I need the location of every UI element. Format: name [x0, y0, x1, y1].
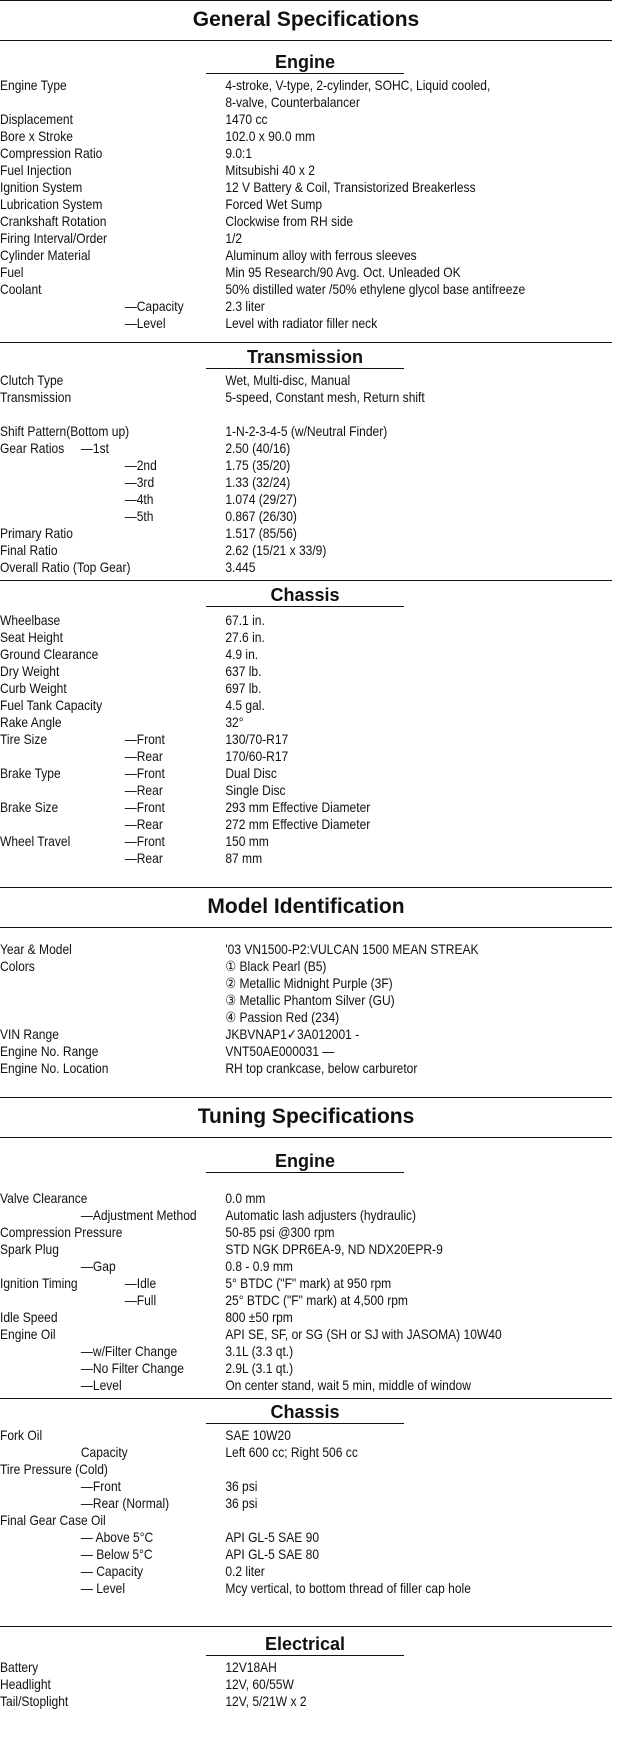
spec-row [0, 372, 533, 389]
spec-label: Tire Pressure (Cold) [0, 1461, 108, 1477]
spec-value: 150 mm [225, 833, 269, 849]
spec-row [0, 389, 533, 406]
spec-label: Wheel Travel [0, 833, 71, 849]
spec-label: Crankshaft Rotation [0, 213, 107, 229]
spec-sublabel: —1st [80, 440, 109, 456]
spec-label: Firing Interval/Order [0, 230, 108, 246]
spec-value: 12V, 60/55W [225, 1676, 294, 1692]
spec-label: Wheelbase [0, 612, 61, 628]
spec-sublabel: —Front [124, 765, 165, 781]
spec-label: Ground Clearance [0, 646, 99, 662]
spec-row [0, 315, 533, 332]
spec-value: 27.6 in. [225, 629, 265, 645]
spec-row [0, 162, 533, 179]
spec-row [0, 1360, 533, 1377]
spec-sublabel: —5th [124, 508, 154, 524]
spec-label: Fuel Injection [0, 162, 72, 178]
tuning-chassis-end-rule [0, 1626, 612, 1627]
spec-value: Level with radiator filler neck [225, 315, 378, 331]
spec-value: 87 mm [225, 850, 263, 866]
spec-value: 3.445 [225, 559, 256, 575]
spec-value: 9.0:1 [225, 145, 253, 161]
spec-label: Compression Ratio [0, 145, 103, 161]
spec-value: 1.75 (35/20) [225, 457, 291, 473]
spec-row [0, 474, 533, 491]
spec-label: Battery [0, 1659, 39, 1675]
spec-sublabel: —Rear (Normal) [80, 1495, 170, 1511]
spec-label: Idle Speed [0, 1309, 58, 1325]
spec-sublabel: —Level [124, 315, 166, 331]
spec-label: Fuel [0, 264, 24, 280]
spec-value: ④ Passion Red (234) [225, 1009, 340, 1025]
spec-row [0, 748, 533, 765]
spec-row [0, 247, 533, 264]
spec-value: 130/70-R17 [225, 731, 289, 747]
spec-value: Mitsubishi 40 x 2 [225, 162, 316, 178]
spec-row [0, 281, 533, 298]
spec-sublabel: —Front [124, 799, 165, 815]
tuning-title-rule [0, 1137, 612, 1138]
spec-value: 2.3 liter [225, 298, 265, 314]
spec-sublabel: —Front [80, 1478, 121, 1494]
spec-sublabel: —Idle [124, 1275, 157, 1291]
spec-row [0, 1529, 533, 1546]
spec-label: Transmission [0, 389, 72, 405]
spec-row [0, 1659, 533, 1676]
spec-label: VIN Range [0, 1026, 59, 1042]
spec-row [0, 1580, 533, 1597]
spec-label: Rake Angle [0, 714, 62, 730]
spec-value: Dual Disc [225, 765, 277, 781]
spec-row [0, 1190, 533, 1207]
spec-row [0, 1676, 533, 1693]
spec-row [0, 1009, 533, 1026]
chassis-heading-rule [206, 606, 404, 607]
transmission-end-rule [0, 580, 612, 581]
spec-label: Tail/Stoplight [0, 1693, 69, 1709]
spec-row [0, 1275, 533, 1292]
spec-sublabel: — Level [80, 1580, 126, 1596]
spec-label: Coolant [0, 281, 42, 297]
spec-row [0, 1461, 533, 1478]
spec-sublabel: Capacity [80, 1444, 128, 1460]
spec-value: 2.9L (3.1 qt.) [225, 1360, 294, 1376]
tuning-specs-title: Tuning Specifications [197, 1105, 415, 1128]
spec-row [0, 1258, 533, 1275]
spec-row [0, 440, 533, 457]
spec-label: Dry Weight [0, 663, 60, 679]
spec-value: 1.074 (29/27) [225, 491, 297, 507]
spec-row [0, 128, 533, 145]
spec-label: Brake Size [0, 799, 59, 815]
spec-sublabel: —Front [124, 731, 165, 747]
spec-value: 102.0 x 90.0 mm [225, 128, 316, 144]
spec-row [0, 850, 533, 867]
spec-row [0, 1326, 533, 1343]
spec-value: API GL-5 SAE 90 [225, 1529, 320, 1545]
spec-label: Overall Ratio (Top Gear) [0, 559, 131, 575]
spec-label: Compression Pressure [0, 1224, 123, 1240]
spec-row [0, 1207, 533, 1224]
top-rule [0, 0, 612, 1]
spec-value: 32° [225, 714, 244, 730]
spec-label: Final Ratio [0, 542, 58, 558]
spec-value: 1470 cc [225, 111, 268, 127]
spec-sublabel: —Gap [80, 1258, 116, 1274]
engine-heading-rule [206, 73, 404, 74]
spec-sublabel: —4th [124, 491, 154, 507]
spec-label: Bore x Stroke [0, 128, 73, 144]
spec-row [0, 1693, 533, 1710]
spec-value: '03 VN1500-P2:VULCAN 1500 MEAN STREAK [225, 941, 479, 957]
spec-value: 4.9 in. [225, 646, 259, 662]
spec-value: 1.517 (85/56) [225, 525, 297, 541]
spec-row [0, 213, 533, 230]
spec-value: 0.8 - 0.9 mm [225, 1258, 293, 1274]
spec-label: Cylinder Material [0, 247, 91, 263]
spec-row [0, 145, 533, 162]
general-specs-title: General Specifications [192, 8, 420, 31]
spec-value: 4.5 gal. [225, 697, 265, 713]
spec-value: RH top crankcase, below carburetor [225, 1060, 418, 1076]
spec-row [0, 111, 533, 128]
spec-row [0, 765, 533, 782]
spec-row [0, 559, 533, 576]
spec-sublabel: —Capacity [124, 298, 184, 314]
spec-sublabel: —Rear [124, 748, 163, 764]
spec-value: 8-valve, Counterbalancer [225, 94, 360, 110]
spec-value: 5° BTDC ("F" mark) at 950 rpm [225, 1275, 392, 1291]
spec-row [0, 1224, 533, 1241]
spec-label: Fork Oil [0, 1427, 43, 1443]
spec-sublabel: —Rear [124, 850, 163, 866]
spec-row [0, 1026, 533, 1043]
tuning-engine-heading-rule [206, 1172, 404, 1173]
spec-value: Automatic lash adjusters (hydraulic) [225, 1207, 417, 1223]
spec-row [0, 525, 533, 542]
spec-label: Valve Clearance [0, 1190, 88, 1206]
spec-sublabel: — Above 5°C [80, 1529, 154, 1545]
electrical-heading: Electrical [264, 1634, 346, 1654]
electrical-heading-rule [206, 1655, 404, 1656]
spec-sublabel: —Full [124, 1292, 157, 1308]
tuning-top-rule [0, 1097, 612, 1098]
spec-row [0, 491, 533, 508]
spec-value: 4-stroke, V-type, 2-cylinder, SOHC, Liquid cooled, [225, 77, 491, 93]
spec-value: 0.867 (26/30) [225, 508, 297, 524]
spec-sublabel: —w/Filter Change [80, 1343, 178, 1359]
tuning-engine-heading: Engine [274, 1151, 335, 1171]
spec-value: 1-N-2-3-4-5 (w/Neutral Finder) [225, 423, 388, 439]
spec-value: Clockwise from RH side [225, 213, 354, 229]
transmission-heading: Transmission [246, 347, 364, 367]
spec-row [0, 992, 533, 1009]
spec-value: 12 V Battery & Coil, Transistorized Breakerless [225, 179, 476, 195]
spec-label: Final Gear Case Oil [0, 1512, 106, 1528]
spec-value: JKBVNAP1✓3A012001 - [225, 1026, 360, 1042]
spec-row [0, 1478, 533, 1495]
model-identification-title: Model Identification [207, 895, 405, 918]
spec-value: Min 95 Research/90 Avg. Oct. Unleaded OK [225, 264, 461, 280]
spec-label: Curb Weight [0, 680, 67, 696]
spec-value: 5-speed, Constant mesh, Return shift [225, 389, 425, 405]
spec-row [0, 663, 533, 680]
spec-label: Colors [0, 958, 35, 974]
spec-sublabel: —No Filter Change [80, 1360, 184, 1376]
spec-row [0, 77, 533, 94]
spec-row [0, 1377, 533, 1394]
spec-value: 3.1L (3.3 qt.) [225, 1343, 294, 1359]
spec-value: ③ Metallic Phantom Silver (GU) [225, 992, 395, 1008]
spec-row [0, 799, 533, 816]
spec-row [0, 941, 533, 958]
model-title-rule [0, 927, 612, 928]
spec-row [0, 958, 533, 975]
spec-label: Primary Ratio [0, 525, 73, 541]
spec-value: ② Metallic Midnight Purple (3F) [225, 975, 393, 991]
spec-value: 67.1 in. [225, 612, 265, 628]
spec-row [0, 1241, 533, 1258]
spec-row [0, 1309, 533, 1326]
spec-value: 50% distilled water /50% ethylene glycol base antifreeze [225, 281, 526, 297]
spec-row [0, 457, 533, 474]
spec-value: On center stand, wait 5 min, middle of window [225, 1377, 471, 1393]
spec-row [0, 1512, 533, 1529]
spec-label: Brake Type [0, 765, 61, 781]
spec-value: 0.2 liter [225, 1563, 265, 1579]
spec-sublabel: —Rear [124, 816, 163, 832]
spec-sublabel: —3rd [124, 474, 155, 490]
spec-label: Ignition System [0, 179, 83, 195]
spec-value: 800 ±50 rpm [225, 1309, 293, 1325]
spec-sublabel: — Below 5°C [80, 1546, 153, 1562]
spec-row [0, 697, 533, 714]
spec-sublabel: —Front [124, 833, 165, 849]
spec-label: Engine Type [0, 77, 67, 93]
spec-row [0, 298, 533, 315]
spec-value: Wet, Multi-disc, Manual [225, 372, 351, 388]
tuning-engine-end-rule [0, 1398, 612, 1399]
spec-value: 25° BTDC ("F" mark) at 4,500 rpm [225, 1292, 408, 1308]
spec-value: Single Disc [225, 782, 286, 798]
spec-label: Spark Plug [0, 1241, 59, 1257]
spec-label: Year & Model [0, 941, 72, 957]
spec-row [0, 833, 533, 850]
spec-row [0, 1546, 533, 1563]
spec-row [0, 1292, 533, 1309]
spec-row [0, 1495, 533, 1512]
spec-label: Engine No. Location [0, 1060, 109, 1076]
spec-value: 170/60-R17 [225, 748, 289, 764]
spec-value: 0.0 mm [225, 1190, 266, 1206]
spec-value: API SE, SF, or SG (SH or SJ with JASOMA) 10W40 [225, 1326, 502, 1342]
spec-row [0, 1043, 533, 1060]
engine-heading: Engine [274, 52, 335, 72]
spec-sublabel: —Adjustment Method [80, 1207, 197, 1223]
spec-row [0, 423, 533, 440]
spec-row [0, 542, 533, 559]
spec-value: 697 lb. [225, 680, 262, 696]
spec-value: Forced Wet Sump [225, 196, 323, 212]
spec-value: ① Black Pearl (B5) [225, 958, 327, 974]
spec-row [0, 1444, 533, 1461]
spec-row [0, 1343, 533, 1360]
spec-label: Ignition Timing [0, 1275, 78, 1291]
spec-row [0, 1563, 533, 1580]
spec-label: Tire Size [0, 731, 48, 747]
model-top-rule [0, 887, 612, 888]
spec-sublabel: —Level [80, 1377, 122, 1393]
spec-label: Shift Pattern(Bottom up) [0, 423, 130, 439]
spec-value: 1.33 (32/24) [225, 474, 291, 490]
spec-row [0, 731, 533, 748]
spec-row [0, 1060, 533, 1077]
spec-value: 12V18AH [225, 1659, 277, 1675]
spec-value: 2.62 (15/21 x 33/9) [225, 542, 327, 558]
spec-row [0, 1427, 533, 1444]
general-title-rule [0, 40, 612, 41]
spec-label: Gear Ratios [0, 440, 65, 456]
spec-sublabel: —Rear [124, 782, 163, 798]
spec-value: 50-85 psi @300 rpm [225, 1224, 335, 1240]
spec-row [0, 680, 533, 697]
spec-label: Engine Oil [0, 1326, 56, 1342]
spec-value: Mcy vertical, to bottom thread of filler cap hole [225, 1580, 471, 1596]
spec-sublabel: — Capacity [80, 1563, 144, 1579]
spec-label: Engine No. Range [0, 1043, 99, 1059]
spec-value: 1/2 [225, 230, 243, 246]
spec-row [0, 816, 533, 833]
spec-row [0, 508, 533, 525]
spec-value: 36 psi [225, 1478, 258, 1494]
spec-value: SAE 10W20 [225, 1427, 291, 1443]
spec-sublabel: —2nd [124, 457, 157, 473]
spec-value: 12V, 5/21W x 2 [225, 1693, 307, 1709]
spec-row [0, 629, 533, 646]
spec-row [0, 179, 533, 196]
spec-value: 2.50 (40/16) [225, 440, 291, 456]
spec-label: Lubrication System [0, 196, 103, 212]
spec-label: Clutch Type [0, 372, 64, 388]
spec-row [0, 612, 533, 629]
spec-value: 637 lb. [225, 663, 262, 679]
spec-row [0, 94, 533, 111]
engine-end-rule [0, 342, 612, 343]
chassis-heading: Chassis [270, 585, 340, 605]
spec-label: Fuel Tank Capacity [0, 697, 103, 713]
tuning-chassis-heading-rule [206, 1423, 404, 1424]
tuning-chassis-heading: Chassis [270, 1402, 340, 1422]
spec-label: Displacement [0, 111, 73, 127]
transmission-heading-rule [206, 368, 404, 369]
spec-row [0, 714, 533, 731]
spec-row [0, 782, 533, 799]
spec-value: API GL-5 SAE 80 [225, 1546, 320, 1562]
spec-value: 293 mm Effective Diameter [225, 799, 371, 815]
spec-row [0, 196, 533, 213]
spec-value: 272 mm Effective Diameter [225, 816, 371, 832]
spec-label: Headlight [0, 1676, 51, 1692]
spec-row [0, 230, 533, 247]
spec-row [0, 264, 533, 281]
spec-value: Aluminum alloy with ferrous sleeves [225, 247, 417, 263]
spec-value: STD NGK DPR6EA-9, ND NDX20EPR-9 [225, 1241, 443, 1257]
spec-value: 36 psi [225, 1495, 258, 1511]
spec-row [0, 975, 533, 992]
spec-value: VNT50AE000031 — [225, 1043, 335, 1059]
spec-value: Left 600 cc; Right 506 cc [225, 1444, 358, 1460]
spec-label: Seat Height [0, 629, 63, 645]
spec-row [0, 646, 533, 663]
